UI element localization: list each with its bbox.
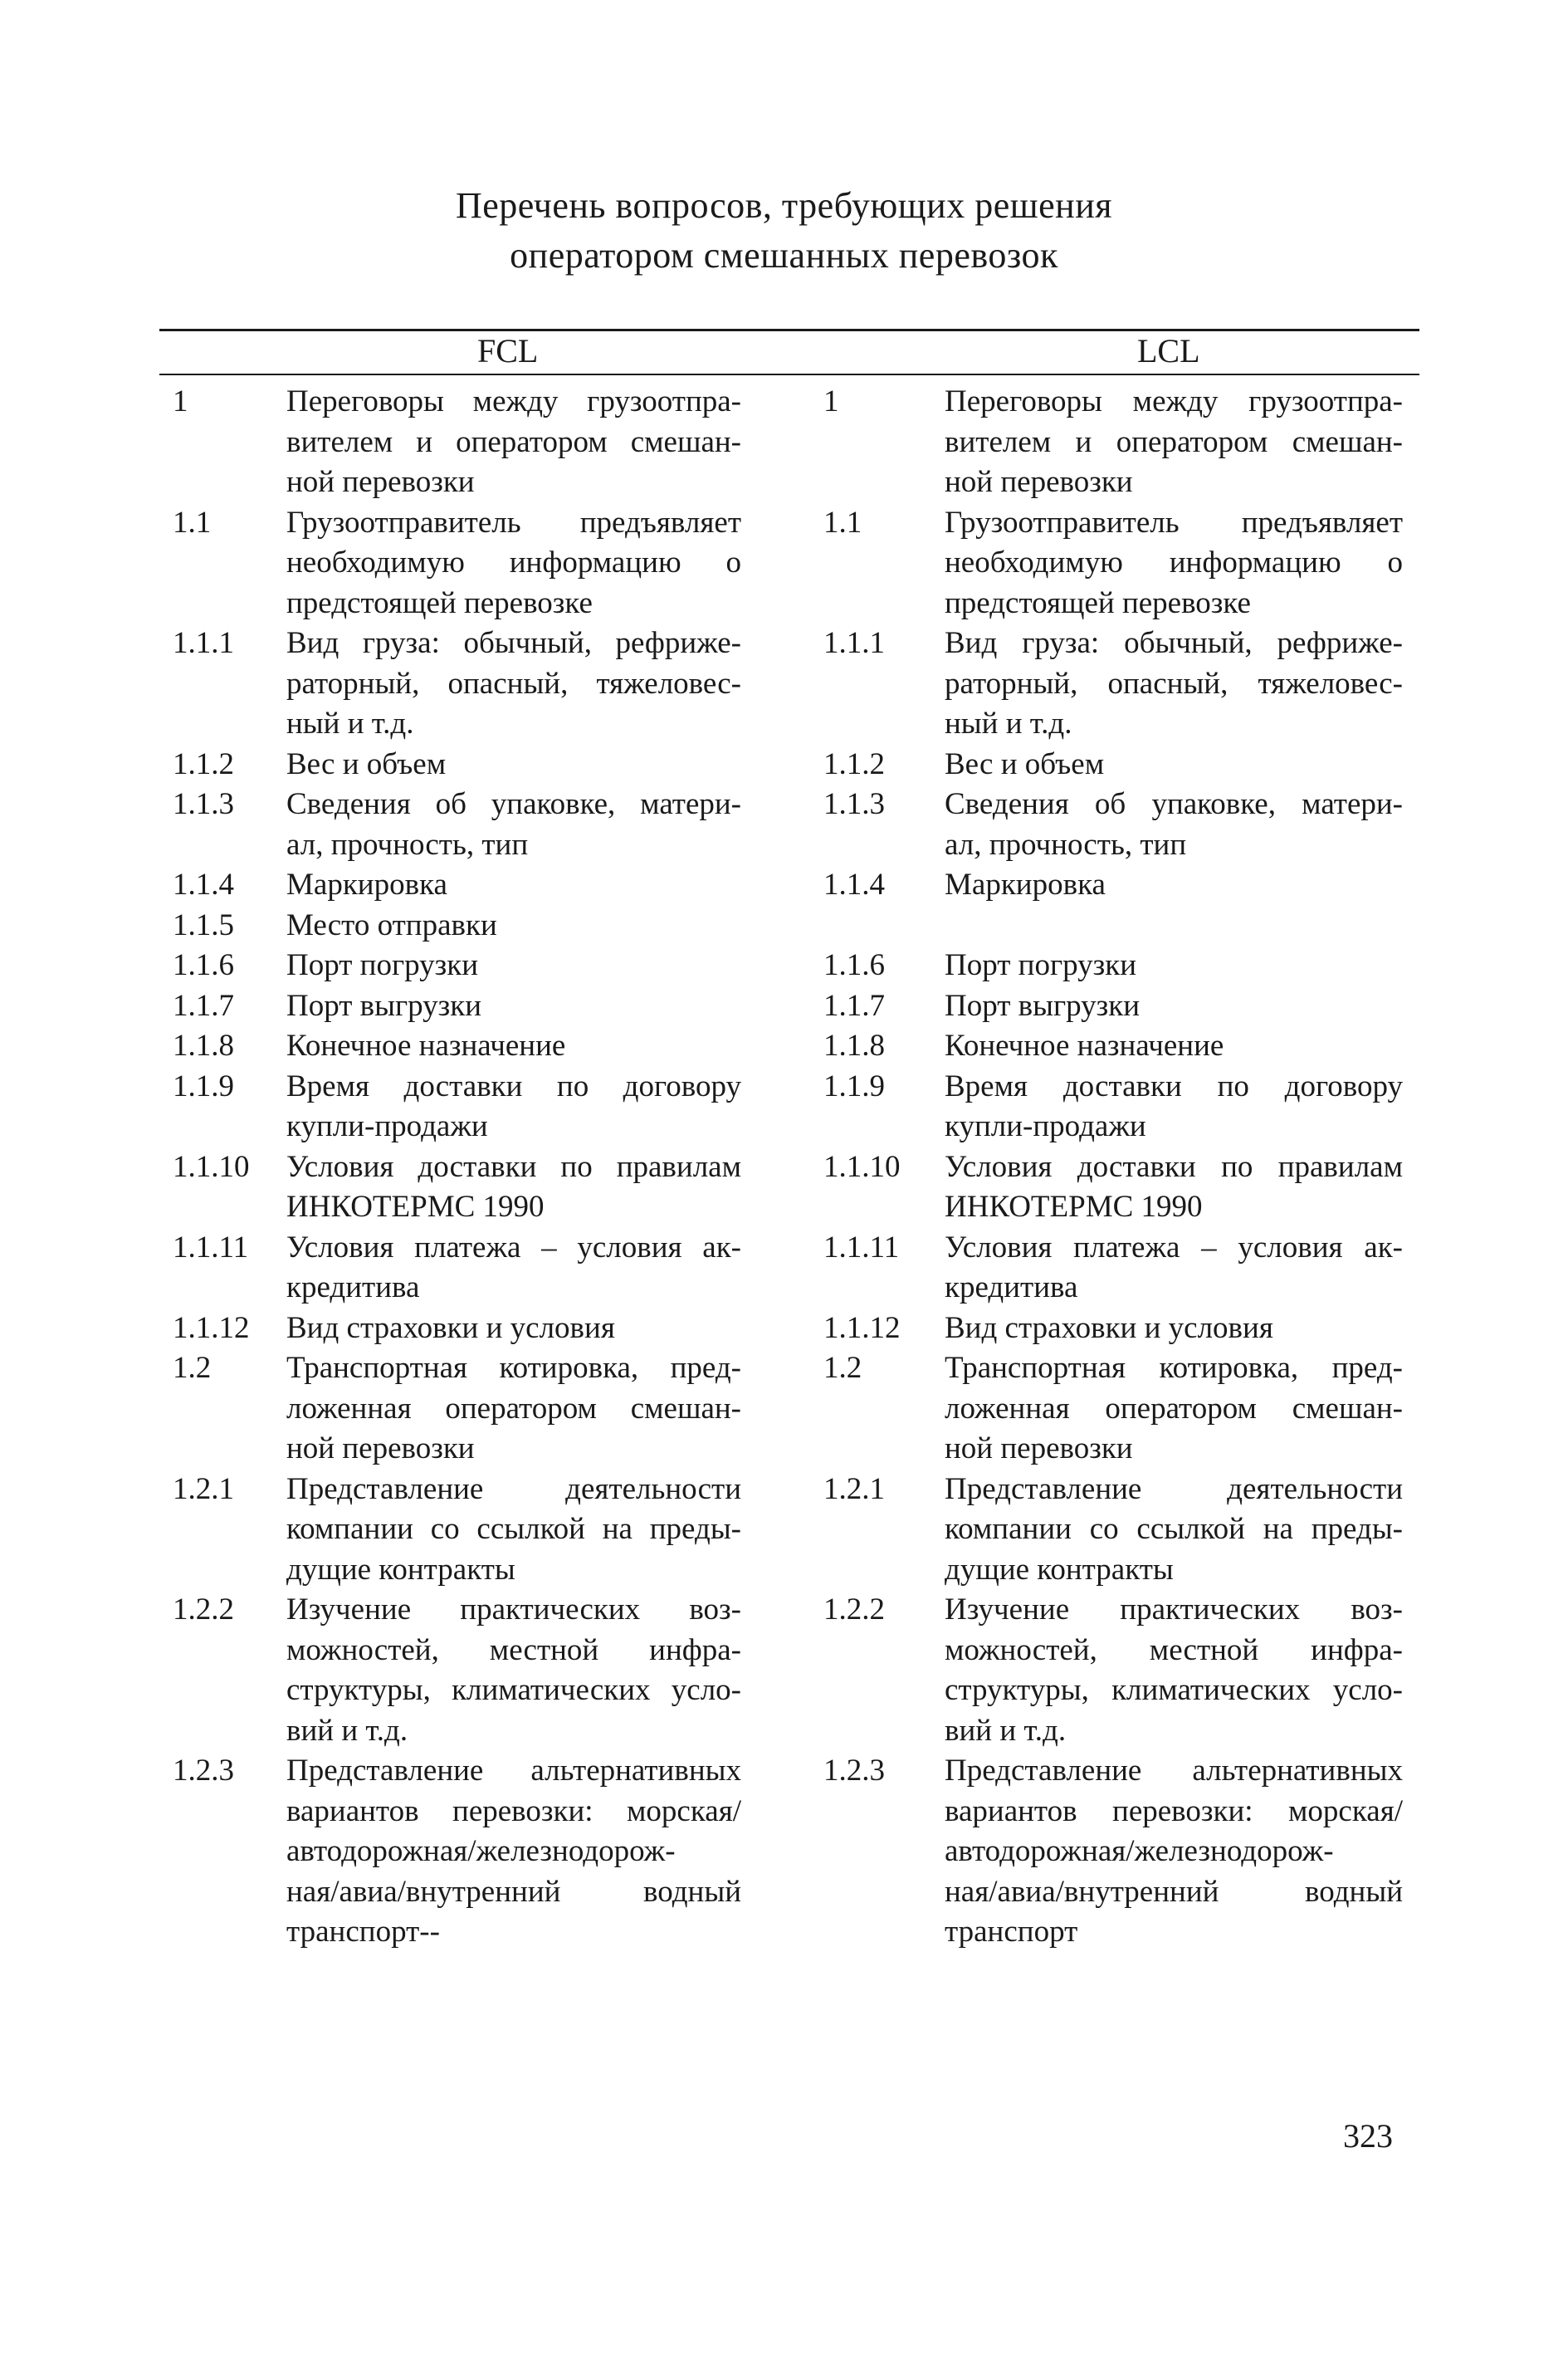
fcl-item-number: 1.1.4: [173, 868, 234, 902]
lcl-item-text-line: ный и т.д.: [945, 707, 1072, 741]
fcl-item-text: [286, 946, 741, 986]
fcl-item-text: [286, 503, 741, 624]
lcl-item-text: [945, 1067, 1403, 1147]
fcl-item-text-line: вителем и оператором смешан-: [286, 424, 741, 459]
fcl-item-text-line: вариантов перевозки: морская/: [286, 1793, 741, 1828]
lcl-item-text-line: вий и т.д.: [945, 1713, 1067, 1748]
lcl-item-number: 1.1.11: [823, 1230, 900, 1265]
lcl-item-text-line: необходимую информацию о: [945, 545, 1403, 580]
table-row: [0, 1067, 1568, 1147]
page-title-line-2: оператором смешанных перевозок: [510, 235, 1058, 276]
fcl-item-text: [286, 745, 741, 785]
fcl-item-text-line: Переговоры между грузоотпра-: [286, 384, 741, 418]
lcl-item-number: 1.1.4: [823, 868, 885, 902]
table-row: [0, 1751, 1568, 1953]
fcl-item-text-line: Сведения об упаковке, матери-: [286, 787, 741, 821]
lcl-item-text-line: Представление альтернативных: [945, 1754, 1403, 1788]
lcl-item-text-line: предстоящей перевозке: [945, 585, 1251, 620]
table-row: [0, 382, 1568, 503]
lcl-item-number: 1.1.8: [823, 1029, 885, 1063]
table-row: [0, 624, 1568, 745]
fcl-item-text: [286, 1067, 741, 1147]
lcl-item-text-line: Сведения об упаковке, матери-: [945, 787, 1403, 821]
fcl-item-text: [286, 986, 741, 1027]
fcl-item-text-line: Вид груза: обычный, рефриже-: [286, 626, 741, 660]
table-row: [0, 503, 1568, 624]
fcl-item-number: 1.1.2: [173, 746, 234, 781]
lcl-item-number: 1.1.10: [823, 1149, 901, 1184]
fcl-item-text-line: необходимую информацию о: [286, 545, 741, 580]
fcl-item-number: 1.1.6: [173, 948, 234, 982]
lcl-item-text-line: Переговоры между грузоотпра-: [945, 384, 1403, 418]
fcl-item-text: [286, 382, 741, 503]
fcl-item-text: [286, 1590, 741, 1751]
fcl-item-text: [286, 624, 741, 745]
fcl-item-text-line: дущие контракты: [286, 1552, 515, 1587]
lcl-item-text-line: Транспортная котировка, пред-: [945, 1351, 1403, 1385]
lcl-item-text-line: автодорожная/железнодорож-: [945, 1834, 1334, 1868]
lcl-item-text-line: ал, прочность, тип: [945, 827, 1187, 862]
fcl-item-text-line: Транспортная котировка, пред-: [286, 1351, 741, 1385]
fcl-item-text-line: ИНКОТЕРМС 1990: [286, 1190, 545, 1224]
fcl-item-number: 1.1.5: [173, 907, 234, 942]
lcl-item-number: 1.1.3: [823, 787, 885, 821]
fcl-item-text-line: Условия доставки по правилам: [286, 1149, 741, 1184]
fcl-item-number: 1.1.7: [173, 988, 234, 1023]
fcl-item-number: 1.2.1: [173, 1471, 234, 1506]
lcl-item-text-line: ной перевозки: [945, 1431, 1133, 1465]
fcl-item-text: [286, 1348, 741, 1470]
fcl-item-text-line: структуры, климатических усло-: [286, 1673, 741, 1707]
lcl-item-number: 1.1: [823, 505, 862, 540]
lcl-item-text: [945, 986, 1403, 1027]
fcl-item-text-line: ал, прочность, тип: [286, 827, 529, 862]
table-row: [0, 986, 1568, 1027]
lcl-item-text: [945, 946, 1403, 986]
lcl-item-text-line: вариантов перевозки: морская/: [945, 1793, 1403, 1828]
fcl-item-text-line: ложенная оператором смешан-: [286, 1391, 741, 1426]
lcl-item-text-line: компании со ссылкой на преды-: [945, 1512, 1403, 1546]
lcl-item-number: 1.2.1: [823, 1471, 885, 1506]
fcl-item-number: 1.1: [173, 505, 212, 540]
page-number: 323: [1343, 2117, 1393, 2155]
lcl-item-text: [945, 1751, 1403, 1953]
lcl-item-text-line: Время доставки по договору: [945, 1069, 1403, 1103]
fcl-item-text-line: Условия платежа – условия ак-: [286, 1230, 741, 1265]
table-row: [0, 865, 1568, 906]
lcl-item-text-line: Вес и объем: [945, 746, 1105, 781]
fcl-item-text-line: купли-продажи: [286, 1109, 488, 1143]
lcl-item-text-line: ная/авиа/внутренний водный: [945, 1874, 1403, 1909]
fcl-item-number: 1: [173, 384, 188, 418]
lcl-item-number: 1.2.2: [823, 1592, 885, 1627]
table-top-rule: [159, 329, 1419, 331]
lcl-item-text-line: вителем и оператором смешан-: [945, 424, 1403, 459]
fcl-item-text-line: предстоящей перевозке: [286, 585, 593, 620]
fcl-item-text-line: ной перевозки: [286, 1431, 475, 1465]
lcl-item-text-line: Грузоотправитель предъявляет: [945, 505, 1403, 540]
fcl-item-text: [286, 1147, 741, 1228]
lcl-item-number: 1.1.2: [823, 746, 885, 781]
fcl-item-number: 1.1.1: [173, 626, 234, 660]
lcl-item-number: 1.1.9: [823, 1069, 885, 1103]
fcl-item-text-line: Порт выгрузки: [286, 988, 482, 1023]
fcl-item-text-line: раторный, опасный, тяжеловес-: [286, 666, 741, 701]
lcl-item-text: [945, 624, 1403, 745]
fcl-item-text: [286, 785, 741, 865]
lcl-item-text-line: Представление деятельности: [945, 1471, 1403, 1506]
table-row: [0, 745, 1568, 785]
fcl-item-number: 1.2.2: [173, 1592, 234, 1627]
table-row: [0, 906, 1568, 947]
lcl-item-text-line: ИНКОТЕРМС 1990: [945, 1190, 1203, 1224]
fcl-item-text-line: ная/авиа/внутренний водный: [286, 1874, 741, 1909]
fcl-item-text-line: компании со ссылкой на преды-: [286, 1512, 741, 1546]
page-title: [0, 181, 1568, 281]
table-row: [0, 1147, 1568, 1228]
lcl-item-text-line: Маркировка: [945, 868, 1106, 902]
fcl-item-text: [286, 906, 741, 947]
lcl-item-text-line: Конечное назначение: [945, 1029, 1224, 1063]
fcl-item-text-line: Представление деятельности: [286, 1471, 741, 1506]
fcl-item-text-line: ный и т.д.: [286, 707, 414, 741]
fcl-item-text-line: ной перевозки: [286, 465, 475, 499]
lcl-item-text-line: можностей, местной инфра-: [945, 1632, 1403, 1667]
fcl-item-text: [286, 1470, 741, 1591]
fcl-item-text-line: Время доставки по договору: [286, 1069, 741, 1103]
lcl-item-text-line: раторный, опасный, тяжеловес-: [945, 666, 1403, 701]
lcl-item-number: 1.2: [823, 1351, 862, 1385]
fcl-item-text-line: вий и т.д.: [286, 1713, 408, 1748]
fcl-item-text-line: транспорт--: [286, 1915, 440, 1949]
fcl-item-text-line: Грузоотправитель предъявляет: [286, 505, 741, 540]
lcl-item-text: [945, 785, 1403, 865]
column-header-lcl: LCL: [1137, 332, 1200, 369]
lcl-item-text-line: Вид страховки и условия: [945, 1310, 1273, 1345]
lcl-item-text-line: Условия доставки по правилам: [945, 1149, 1403, 1184]
fcl-item-number: 1.1.3: [173, 787, 234, 821]
lcl-item-text: [945, 865, 1403, 906]
lcl-item-text: [945, 1590, 1403, 1751]
lcl-item-text-line: Порт выгрузки: [945, 988, 1141, 1023]
lcl-item-text: [945, 1348, 1403, 1470]
fcl-item-number: 1.1.8: [173, 1029, 234, 1063]
fcl-item-text: [286, 1228, 741, 1309]
fcl-item-number: 1.2: [173, 1351, 212, 1385]
lcl-item-number: 1: [823, 384, 839, 418]
lcl-item-text: [945, 1228, 1403, 1309]
fcl-item-text-line: кредитива: [286, 1270, 420, 1304]
table-row: [0, 1470, 1568, 1591]
lcl-item-text-line: Изучение практических воз-: [945, 1592, 1403, 1627]
fcl-item-text-line: автодорожная/железнодорож-: [286, 1834, 676, 1868]
lcl-item-text-line: Условия платежа – условия ак-: [945, 1230, 1403, 1265]
fcl-item-text: [286, 1309, 741, 1349]
fcl-item-text-line: Представление альтернативных: [286, 1754, 741, 1788]
lcl-item-text-line: кредитива: [945, 1270, 1078, 1304]
fcl-item-number: 1.1.10: [173, 1149, 250, 1184]
lcl-item-text-line: ложенная оператором смешан-: [945, 1391, 1403, 1426]
lcl-item-text: [945, 1026, 1403, 1067]
fcl-item-number: 1.1.11: [173, 1230, 249, 1265]
fcl-item-text-line: Изучение практических воз-: [286, 1592, 741, 1627]
table-row: [0, 785, 1568, 865]
table-row: [0, 946, 1568, 986]
lcl-item-text-line: ной перевозки: [945, 465, 1133, 499]
table-row: [0, 1348, 1568, 1470]
table-row: [0, 1309, 1568, 1349]
fcl-item-text: [286, 1026, 741, 1067]
fcl-item-text-line: Порт погрузки: [286, 948, 479, 982]
lcl-item-text: [945, 503, 1403, 624]
questions-table: [0, 382, 1568, 1953]
lcl-item-number: 1.1.7: [823, 988, 885, 1023]
lcl-item-text-line: транспорт: [945, 1915, 1078, 1949]
fcl-item-text-line: Вид страховки и условия: [286, 1310, 615, 1345]
table-row: [0, 1026, 1568, 1067]
lcl-item-number: 1.1.1: [823, 626, 885, 660]
lcl-item-number: 1.1.6: [823, 948, 885, 982]
page-title-line-1: Перечень вопросов, требующих решения: [455, 185, 1112, 226]
lcl-item-number: 1.2.3: [823, 1754, 885, 1788]
fcl-item-text-line: Маркировка: [286, 868, 447, 902]
lcl-item-text-line: дущие контракты: [945, 1552, 1174, 1587]
lcl-item-text: [945, 1147, 1403, 1228]
lcl-item-text-line: Порт погрузки: [945, 948, 1137, 982]
lcl-item-text: [945, 1470, 1403, 1591]
fcl-item-text-line: Вес и объем: [286, 746, 447, 781]
lcl-item-text-line: купли-продажи: [945, 1109, 1146, 1143]
lcl-item-text-line: Вид груза: обычный, рефриже-: [945, 626, 1403, 660]
lcl-item-text-line: структуры, климатических усло-: [945, 1673, 1403, 1707]
fcl-item-number: 1.2.3: [173, 1754, 234, 1788]
lcl-item-number: 1.1.12: [823, 1310, 901, 1345]
fcl-item-text: [286, 865, 741, 906]
lcl-item-text: [945, 745, 1403, 785]
table-row: [0, 1228, 1568, 1309]
fcl-item-text-line: Конечное назначение: [286, 1029, 566, 1063]
fcl-item-text: [286, 1751, 741, 1953]
fcl-item-number: 1.1.9: [173, 1069, 234, 1103]
table-row: [0, 1590, 1568, 1751]
lcl-item-text: [945, 1309, 1403, 1349]
lcl-item-text: [945, 382, 1403, 503]
fcl-item-text-line: можностей, местной инфра-: [286, 1632, 741, 1667]
table-header-rule: [159, 374, 1419, 375]
fcl-item-number: 1.1.12: [173, 1310, 250, 1345]
column-header-fcl: FCL: [477, 332, 539, 369]
fcl-item-text-line: Место отправки: [286, 907, 497, 942]
